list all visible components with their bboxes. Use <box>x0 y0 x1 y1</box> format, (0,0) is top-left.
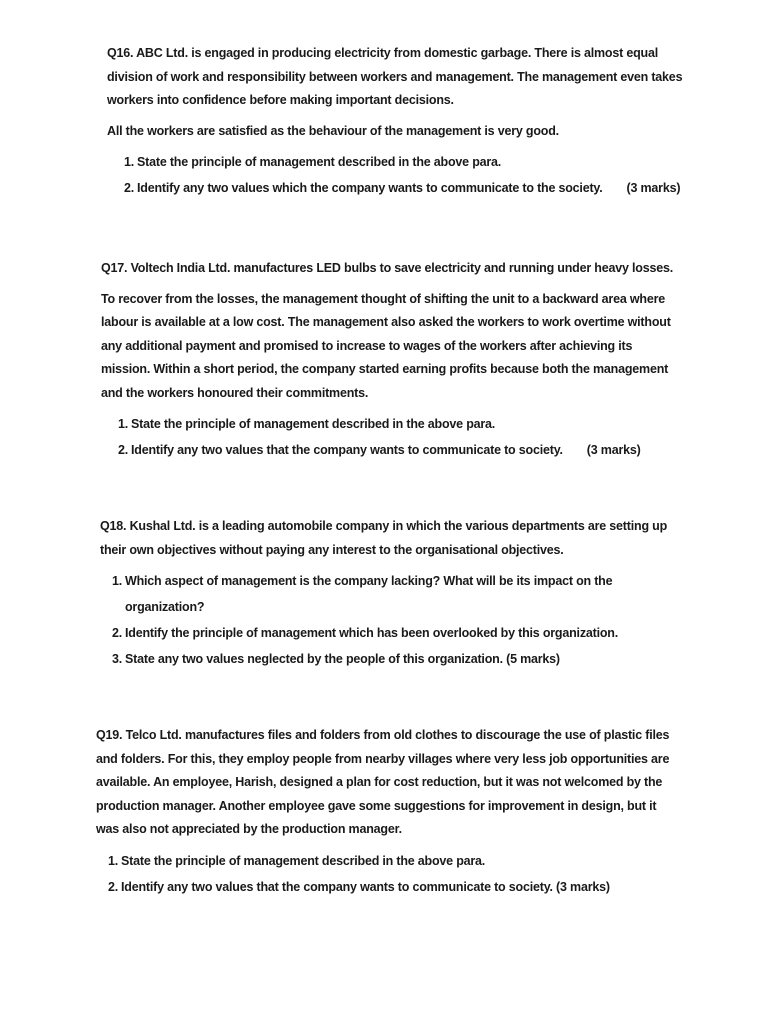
item-number: 2. <box>107 879 118 894</box>
sub-question-list <box>116 149 687 201</box>
question-17 <box>101 257 681 463</box>
item-text: State any two values neglected by the people of this organization. (5 marks) <box>125 652 560 666</box>
list-item <box>116 175 687 201</box>
list-item <box>100 848 680 874</box>
question-text: Q17. Voltech India Ltd. manufactures LED bulbs to save electricity and running under heavy losses. <box>101 261 673 275</box>
item-number: 1. <box>107 853 118 868</box>
item-text: State the principle of management described in the above para. <box>121 853 486 868</box>
question-text: All the workers are satisfied as the behaviour of the management is very good. <box>107 123 559 138</box>
item-number: 2. <box>111 626 122 640</box>
list-item <box>116 149 687 175</box>
question-18 <box>100 515 680 672</box>
sub-question-list <box>110 411 681 463</box>
list-item <box>110 411 681 437</box>
sub-question-list <box>100 848 680 900</box>
item-number: 1. <box>111 574 122 588</box>
list-item <box>110 437 681 463</box>
list-item <box>100 874 680 900</box>
item-text: State the principle of management described in the above para. <box>131 417 496 431</box>
question-text: Q16. ABC Ltd. is engaged in producing electricity from domestic garbage. There is almost equal division of work and responsibility between workers and management. The management even takes workers into confidence before making important decisions. <box>107 46 683 107</box>
list-item <box>104 620 624 646</box>
question-text: Q19. Telco Ltd. manufactures files and folders from old clothes to discourage the use of plastic files and folders. For this, they employ people from nearby villages where very less job opportunities are available. An employee, Harish, designed a plan for cost reduction, but it was not welcomed by the production manager. Another employee gave some suggestions for improvement in design, but it was also not appreciated by the production manager. <box>96 728 670 836</box>
list-item <box>104 646 624 672</box>
item-number: 1. <box>117 417 128 431</box>
item-text: Identify any two values which the company wants to communicate to the society. <box>137 181 603 195</box>
item-text: Which aspect of management is the company lacking? What will be its impact on the organization? <box>125 574 613 614</box>
item-text: Identify the principle of management which has been overlooked by this organization. <box>125 626 619 640</box>
item-number: 2. <box>123 181 134 195</box>
item-number: 1. <box>123 155 134 169</box>
question-text: Q18. Kushal Ltd. is a leading automobile company in which the various departments are setting up their own objectives without paying any interest to the organisational objectives. <box>100 519 668 557</box>
item-number: 2. <box>117 443 128 457</box>
item-number: 3. <box>111 652 122 666</box>
sub-question-list <box>104 568 624 672</box>
question-text: To recover from the losses, the management thought of shifting the unit to a backward area where labour is available at a low cost. The management also asked the workers to work overtime without any additional payment and promised to increase to wages of the workers after achieving its mission. Within a short period, the company started earning profits because both the management and the workers honoured their commitments. <box>101 291 671 400</box>
question-19 <box>96 724 680 900</box>
item-text: Identify any two values that the company wants to communicate to society. (3 marks) <box>121 879 610 894</box>
list-item <box>104 568 624 620</box>
item-text: Identify any two values that the company wants to communicate to society. <box>131 443 563 457</box>
marks-label: (3 marks) <box>586 443 641 457</box>
item-text: State the principle of management described in the above para. <box>137 155 502 169</box>
marks-label: (3 marks) <box>626 181 681 195</box>
question-16 <box>107 42 687 201</box>
